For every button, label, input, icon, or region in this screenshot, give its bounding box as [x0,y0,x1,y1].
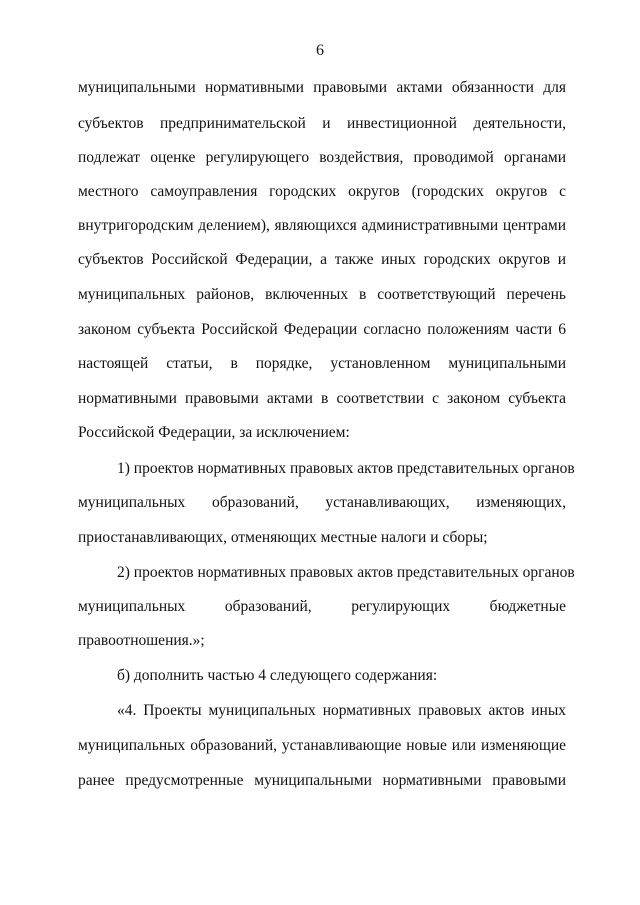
text-line: субъектов предпринимательской и инвестиционной деятельности, [78,115,566,132]
quoted-part-first-line: «4. Проекты муниципальных нормативных правовых актов иных [117,702,566,719]
amendment-line: б) дополнить частью 4 следующего содержания: [117,667,438,684]
text-line: нормативными правовыми актами в соответствии с законом субъекта [78,390,566,407]
text-line: муниципальных образований, устанавливающие новые или изменяющие [78,737,566,754]
text-line: внутригородским делением), являющихся административными центрами [78,217,566,234]
list-item-2-first-line: 2) проектов нормативных правовых актов представительных органов [117,564,575,581]
list-item-1-first-line: 1) проектов нормативных правовых актов представительных органов [117,460,575,477]
paragraph-last-line: Российской Федерации, за исключением: [78,424,350,441]
text-line: субъектов Российской Федерации, а также иных городских округов и [78,251,566,268]
page-number: 6 [316,42,324,59]
text-line: настоящей статьи, в порядке, установленном муниципальными [78,355,566,372]
text-line: законом субъекта Российской Федерации согласно положениям части 6 [78,321,566,338]
paragraph-last-line: приостанавливающих, отменяющих местные налоги и сборы; [78,529,488,546]
text-line: муниципальными нормативными правовыми актами обязанности для [78,79,566,96]
text-line: муниципальных образований, регулирующих бюджетные [78,598,566,615]
text-line: местного самоуправления городских округов (городских округов с [78,183,566,200]
text-line: ранее предусмотренные муниципальными нормативными правовыми [78,772,566,789]
text-line: подлежат оценке регулирующего воздействия, проводимой органами [78,149,566,166]
paragraph-last-line: правоотношения.»; [78,632,205,649]
text-line: муниципальных районов, включенных в соответствующий перечень [78,286,566,303]
text-line: муниципальных образований, устанавливающих, изменяющих, [78,494,566,511]
